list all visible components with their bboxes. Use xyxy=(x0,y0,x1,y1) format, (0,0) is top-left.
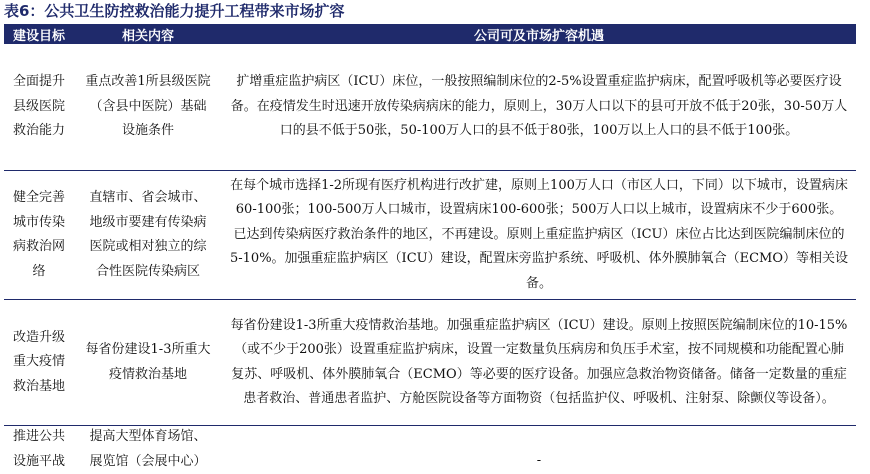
cell-goal: 健全完善城市传染病救治网络 xyxy=(12,190,65,279)
cell-goal: 全面提升县级医院救治能力 xyxy=(12,74,65,139)
market-expansion-table xyxy=(4,24,856,473)
table-row xyxy=(4,171,856,300)
cell-content: 重点改善1所县级医院（含县中医院）基础设施条件 xyxy=(85,74,211,139)
cell-content: 直辖市、省会城市、地级市要建有传染病医院或相对独立的综合性医院传染病区 xyxy=(89,190,207,279)
header-goal: 建设目标 xyxy=(12,28,65,44)
cell-opportunity: - xyxy=(536,452,542,468)
table-row xyxy=(4,426,856,473)
cell-opportunity: 在每个城市选择1-2所现有医疗机构进行改扩建，原则上100万人口（市区人口，下同）以下城市，设置病床60-100张；100-500万人口城市，设置病床100-600张；500万人口以上城市，设置病床不少于600张。已达到传染病医疗救治条件的地区，不再建设。原则上重症监护病区（ICU）床位占比达到医院编制床位的5-10%。加强重症监护病区（ICU）建设，配置床旁监护系统、呼吸机、体外膜肺氧合（ECMO）等相关设备。 xyxy=(230,177,849,291)
header-opportunity: 公司可及市场扩容机遇 xyxy=(473,28,604,44)
cell-content: 提高大型体育场馆、展览馆（会展中心） xyxy=(89,429,207,469)
table-row xyxy=(4,44,856,171)
cell-content: 每省份建设1-3所重大疫情救治基地 xyxy=(85,342,211,382)
cell-opportunity: 每省份建设1-3所重大疫情救治基地。加强重症监护病区（ICU）建设。原则上按照医院编制床位的10-15%（或不少于200张）设置重症监护病床，设置一定数量负压病房和负压手术室，按不同规模和功能配置心肺复苏、呼吸机、体外膜肺氧合（ECMO）等必要的医疗设备。加强应急救治物资储备。储备一定数量的重症患者救治、普通患者监护、方舱医院设备等方面物资（包括监护仪、呼吸机、注射泵、除颤仪等设备）。 xyxy=(230,317,848,406)
table-row xyxy=(4,300,856,426)
cell-goal: 改造升级重大疫情救治基地 xyxy=(12,329,65,394)
cell-opportunity: 扩增重症监护病区（ICU）床位，一般按照编制床位的2-5%设置重症监护病床，配置呼吸机等必要医疗设备。在疫情发生时迅速开放传染病病床的能力，原则上，30万人口以下的县可开放不低于20张，30-50万人口的县不低于50张，50-100万人口的县不低于80张，100万以上人口的县不低于100张。 xyxy=(230,74,848,139)
table-title: 表6：公共卫生防控救治能力提升工程带来市场扩容 xyxy=(4,2,345,20)
table-header xyxy=(4,24,856,44)
header-content: 相关内容 xyxy=(121,28,174,44)
cell-goal: 推进公共设施平战 xyxy=(12,429,65,469)
